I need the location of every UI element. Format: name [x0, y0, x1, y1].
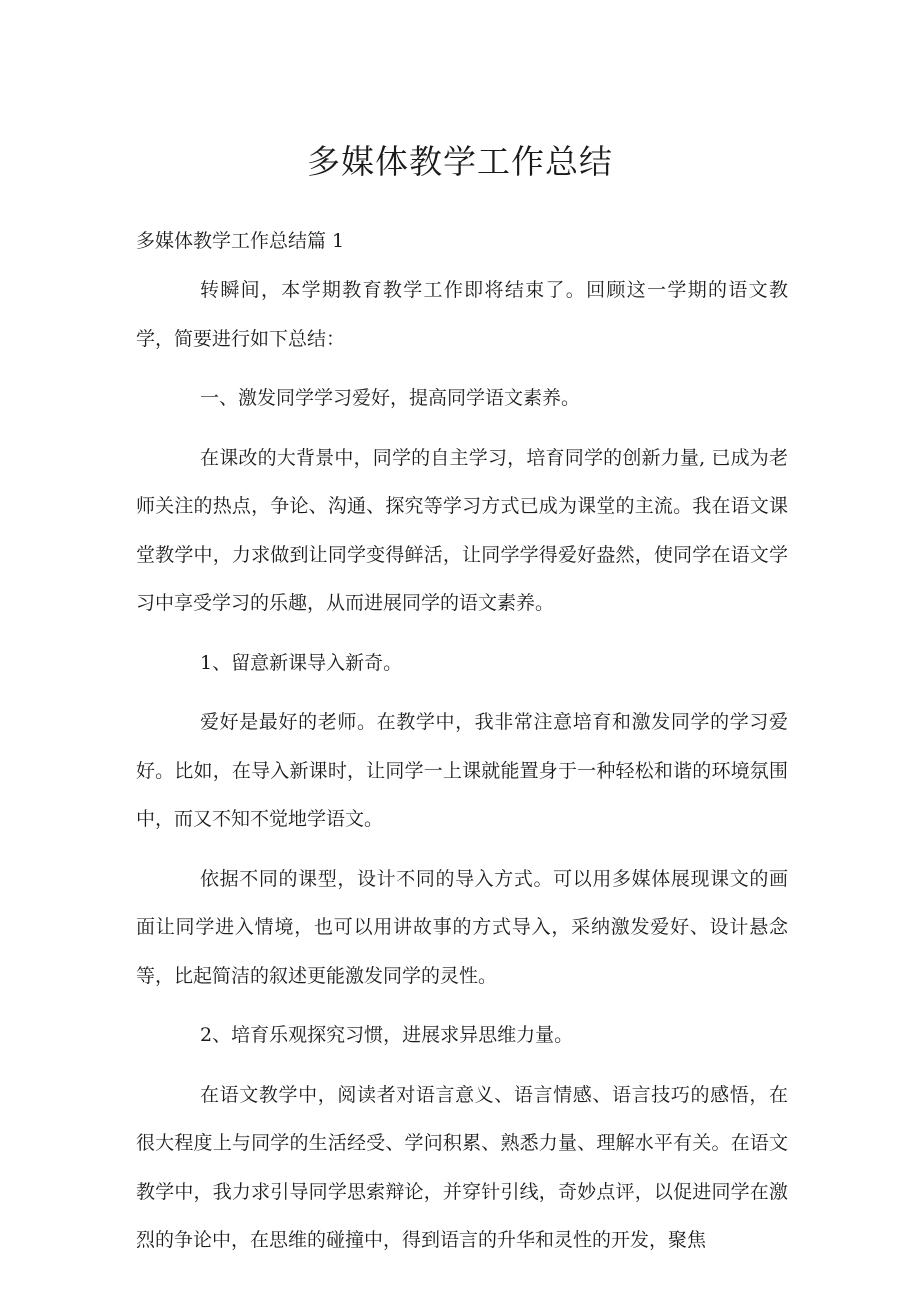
paragraph-heading-1: 一、激发同学学习爱好，提高同学语文素养。 [200, 387, 581, 409]
paragraph-interest: 爱好是最好的老师。在教学中，我非常注意培育和激发同学的学习爱好。比如，在导入新课时，让同学一上课就能置身于一种轻松和谐的环境氛围中，而又不知不觉地学语文。 [136, 711, 788, 830]
document-body [136, 266, 788, 1276]
paragraph-thinking: 在语文教学中，阅读者对语言意义、语言情感、语言技巧的感悟，在很大程度上与同学的生活经受、学问积累、熟悉力量、理解水平有关。在语文教学中，我力求引导同学思索辩论，并穿针引线，奇妙点评，以促进同学在激烈的争论中，在思维的碰撞中，得到语言的升华和灵性的开发，聚焦 [136, 1083, 788, 1251]
paragraph-background: 在课改的大背景中，同学的自主学习，培育同学的创新力量, 已成为老师关注的热点，争论、沟通、探究等学习方式已成为课堂的主流。我在语文课堂教学中，力求做到让同学变得鲜活，让同学学得爱好盎然，使同学在语文学习中享受学习的乐趣，从而进展同学的语文素养。 [136, 446, 788, 614]
paragraph-subheading-1: 1、留意新课导入新奇。 [200, 651, 403, 674]
document-subtitle: 多媒体教学工作总结篇 1 [136, 230, 345, 252]
paragraph-subheading-2: 2、培育乐观探究习惯，进展求异思维力量。 [200, 1024, 574, 1046]
paragraph-intro: 转瞬间，本学期教育教学工作即将结束了。回顾这一学期的语文教学，简要进行如下总结： [136, 279, 788, 350]
paragraph-lesson-types: 依据不同的课型，设计不同的导入方式。可以用多媒体展现课文的画面让同学进入情境，也可以用讲故事的方式导入，采纳激发爱好、设计悬念等，比起简洁的叙述更能激发同学的灵性。 [136, 867, 788, 987]
document-title: 多媒体教学工作总结 [307, 142, 613, 181]
